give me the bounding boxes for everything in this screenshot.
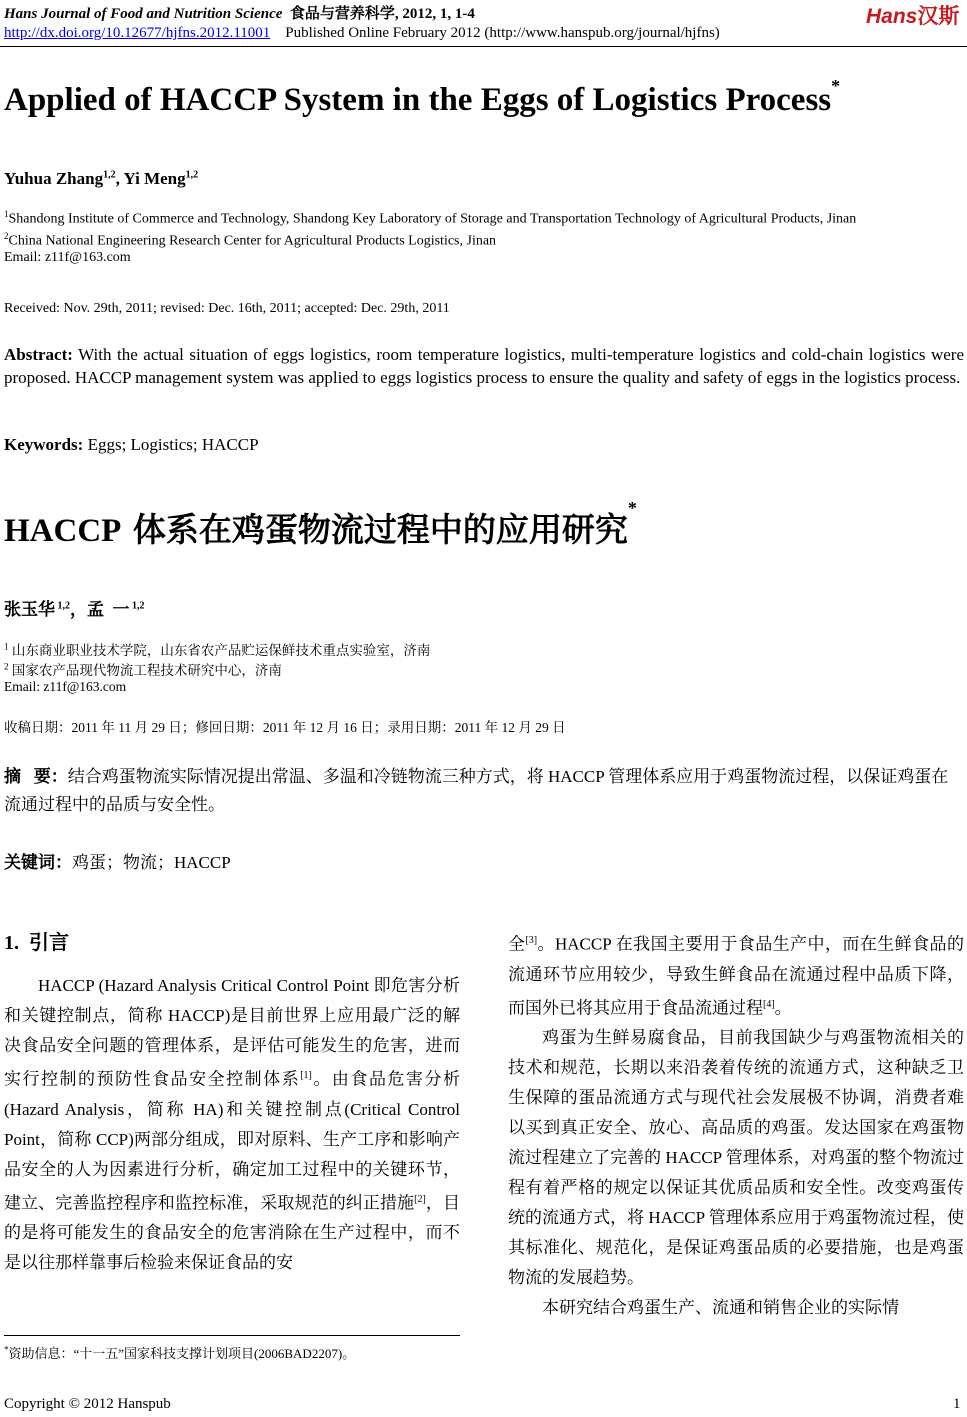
citation-1[interactable]: [1] (300, 1070, 312, 1081)
aff-1-en-text: Shandong Institute of Commerce and Technology, Shandong Key Laboratory of Storage and Transportation Technology of Agricultural Products, Jinan (8, 211, 857, 227)
keywords-en (4, 433, 964, 456)
aff-1-en-num: 1 (4, 209, 9, 219)
author-1-en-sup: 1,2 (103, 169, 116, 181)
citation-2[interactable]: [2] (414, 1193, 426, 1205)
email-en: Email: z11f@163.com (4, 250, 131, 266)
authors-cn (4, 595, 145, 620)
author-2-cn-sup: 1,2 (129, 600, 145, 612)
abstract-cn (4, 763, 964, 819)
footnote-divider (4, 1335, 460, 1336)
abstract-en (4, 343, 964, 389)
body-paragraph (4, 971, 460, 1278)
author-1-en: Yuhua Zhang (4, 169, 104, 188)
footnote-mark: * (4, 1344, 9, 1355)
abstract-cn-text: 结合鸡蛋物流实际情况提出常温、多温和冷链物流三种方式，将 HACCP 管理体系应用于鸡蛋物流过程，以保证鸡蛋在流通过程中的品质与安全性。 (4, 767, 949, 814)
body-paragraph: 鸡蛋为生鲜易腐食品，目前我国缺少与鸡蛋物流相关的技术和规范，长期以来沿袭着传统的流通方式，这种缺乏卫生保障的蛋品流通方式与现代社会发展极不协调，消费者难以买到真正安全、放心、高品质的鸡蛋。发达国家在鸡蛋物流过程建立了完善的 HACCP 管理体系，对鸡蛋的整个物流过程有着严格的规定以保证其优质品质和安全性。改变鸡蛋传统的流通方式，将 HACCP 管理体系应用于鸡蛋物流过程，使其标准化、规范化，是保证鸡蛋品质的必要措施，也是鸡蛋物流的发展趋势。 (508, 1028, 964, 1288)
header-divider (0, 46, 967, 47)
doi-link[interactable]: http://dx.doi.org/10.12677/hjfns.2012.11001 (4, 25, 271, 41)
authors-en (4, 169, 198, 189)
author-2-en-sup: 1,2 (185, 169, 199, 181)
received-dates-cn: 收稿日期：2011 年 11 月 29 日；修回日期：2011 年 12 月 16 日；录用日期：2011 年 12 月 29 日 (4, 720, 566, 735)
abstract-cn-label: 摘 要： (4, 767, 68, 786)
keywords-cn-text: 鸡蛋；物流；HACCP (72, 853, 231, 872)
body-text: ，目的是将可能发生的食品安全的危害消除在生产过程中，而不是以往那样靠事后检验来保证食品的安 (4, 1193, 461, 1273)
affiliation-1-cn (4, 639, 430, 659)
body-text: 。 (774, 998, 792, 1018)
journal-header (4, 2, 475, 23)
paper-title-en (4, 76, 841, 119)
title-cn-en-part: HACCP (4, 513, 122, 549)
hans-logo (866, 0, 959, 30)
title-en-mark: * (831, 76, 841, 96)
received-dates-en: Received: Nov. 29th, 2011; revised: Dec. 16th, 2011; accepted: Dec. 29th, 2011 (4, 301, 450, 316)
body-text: 。HACCP 在我国主要用于食品生产中，而在生鲜食品的流通环节应用较少，导致生鲜食品在流通过程中品质下降，而国外已将其应用于食品流通过程 (508, 934, 964, 1018)
title-cn-text: 体系在鸡蛋物流过程中的应用研究 (121, 510, 628, 549)
author-2-cn: 孟 一 (87, 600, 130, 619)
footnote-text: 资助信息：“十一五”国家科技支撑计划项目(2006BAD2207)。 (8, 1346, 356, 1361)
logo-text-en: Hans (866, 5, 918, 28)
author-sep-en: , (115, 169, 124, 188)
body-text: 全 (508, 934, 526, 954)
funding-footnote (4, 1343, 355, 1362)
paper-title-cn (4, 498, 637, 551)
author-1-cn: 张玉华 (4, 600, 55, 619)
aff-2-cn-text: 国家农产品现代物流工程技术研究中心，济南 (8, 663, 282, 678)
keywords-en-label: Keywords: (4, 435, 84, 454)
aff-1-cn-text: 山东商业职业技术学院，山东省农产品贮运保鲜技术重点实验室，济南 (8, 643, 431, 658)
doi-line (4, 25, 720, 42)
body-paragraph: 本研究结合鸡蛋生产、流通和销售企业的实际情 (542, 1298, 899, 1318)
page-number: 1 (953, 1396, 961, 1412)
keywords-en-text: Eggs; Logistics; HACCP (83, 435, 259, 454)
title-en-text: Applied of HACCP System in the Eggs of Logistics Process (4, 82, 832, 118)
citation-3[interactable]: [3] (525, 935, 538, 946)
aff-2-en-text: China National Engineering Research Center for Agricultural Products Logistics, Jinan (8, 233, 497, 249)
published-online: Published Online February 2012 (http://www.hanspub.org/journal/hjfns) (285, 25, 720, 41)
body-column-left (4, 971, 460, 1278)
affiliation-2-en (4, 228, 959, 250)
author-sep-cn: ， (70, 600, 87, 619)
aff-1-cn-num: 1 (4, 641, 9, 652)
abstract-en-label: Abstract: (4, 345, 73, 364)
keywords-cn-label: 关键词： (4, 853, 72, 872)
journal-name: Hans Journal of Food and Nutrition Science (4, 6, 283, 22)
aff-2-en-num: 2 (4, 230, 9, 241)
affiliations-en (4, 206, 959, 266)
author-2-en: Yi Meng (123, 169, 186, 188)
logo-text-cn: 汉斯 (917, 5, 960, 28)
aff-2-cn-num: 2 (4, 661, 9, 672)
title-cn-mark: * (627, 498, 637, 518)
journal-name-cn: 食品与营养科学, 2012, 1, 1-4 (289, 6, 475, 22)
body-text: HACCP (Hazard Analysis Critical Control Point 即危害分析和关键控制点，简称 HACCP)是目前世界上应用最广泛的解决食品安全问题的管理体系，是评估可能发生的危害，进而实行控制的预防性食品安全控制体系 (4, 976, 460, 1089)
affiliation-2-cn (4, 659, 282, 679)
keywords-cn (4, 848, 231, 873)
body-paragraph (508, 926, 964, 1023)
body-column-right (508, 926, 964, 1323)
affiliation-1-en (4, 206, 959, 228)
section-heading-introduction: 1. 引言 (4, 932, 69, 954)
body-text: 。由食品危害分析(Hazard Analysis，简称 HA)和关键控制点(Critical Control Point，简称 CCP)两部分组成，即对原料、生产工序和影响产品安全的人为因素进行分析，确定加工过程中的关键环节，建立、完善监控程序和监控标准，采取规范的纠正措施 (4, 1069, 460, 1213)
citation-4[interactable]: [4] (763, 998, 775, 1010)
author-1-cn-sup: 1,2 (55, 600, 70, 612)
copyright: Copyright © 2012 Hanspub (4, 1396, 171, 1412)
abstract-en-text: With the actual situation of eggs logistics, room temperature logistics, multi-temperature logistics and cold-chain logistics were proposed. HACCP management system was applied to eggs logistics process to ensure the quality and safety of eggs in the logistics process. (4, 345, 964, 387)
email-cn: Email: z11f@163.com (4, 679, 127, 694)
